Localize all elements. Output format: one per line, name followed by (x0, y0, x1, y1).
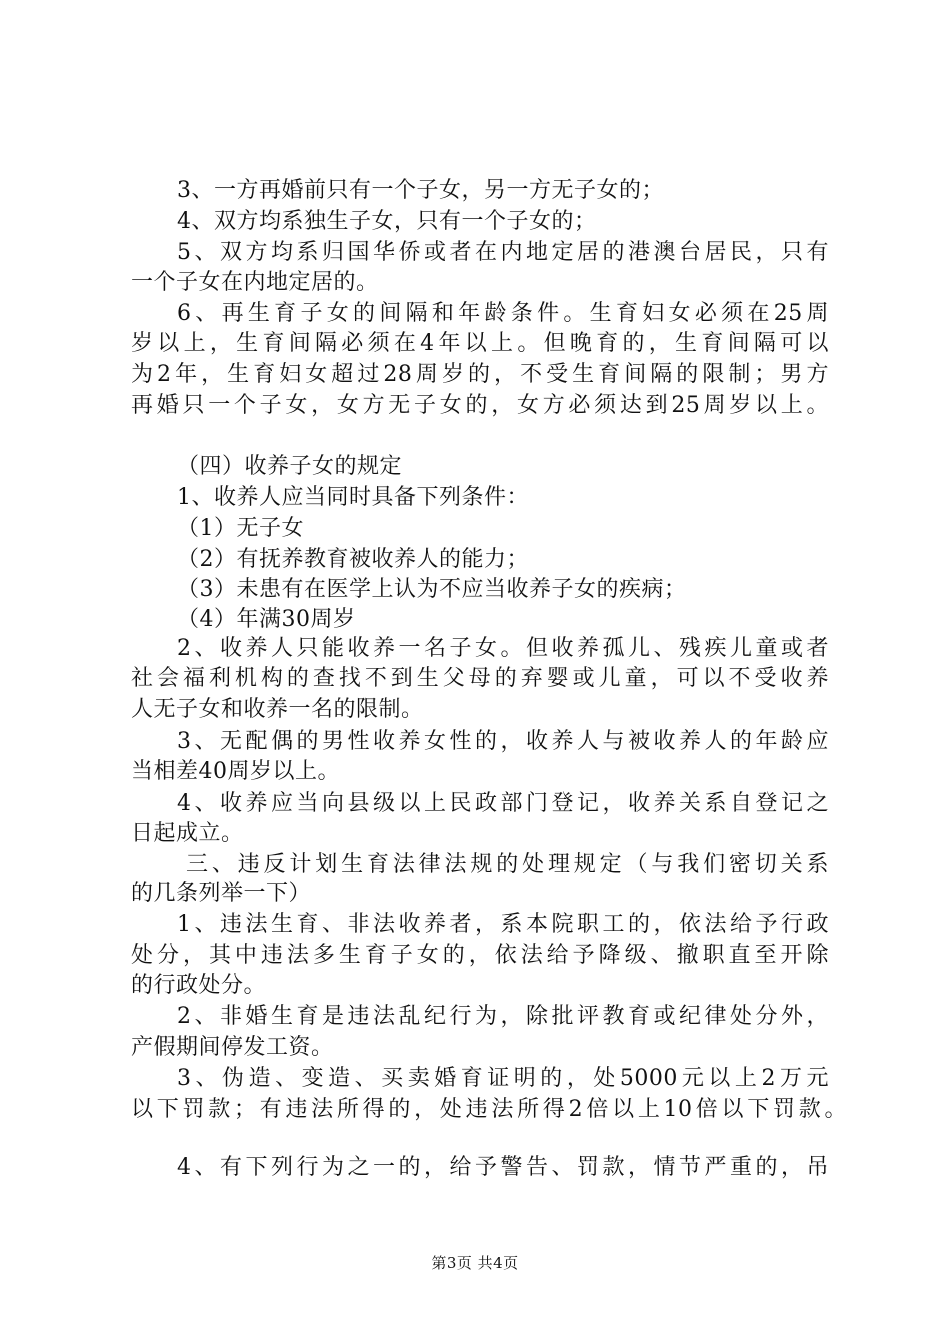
text-line: 为2年，生育妇女超过28周岁的，不受生育间隔的限制；男方 (131, 362, 829, 387)
text-line: 产假期间停发工资。 (131, 1035, 334, 1060)
text-line: 2、非婚生育是违法乱纪行为，除批评教育或纪律处分外， (177, 1004, 829, 1029)
text-line: 4、有下列行为之一的，给予警告、罚款，情节严重的，吊 (177, 1155, 829, 1180)
text-line: 人无子女和收养一名的限制。 (131, 697, 424, 722)
text-line: 3、无配偶的男性收养女性的，收养人与被收养人的年龄应 (177, 729, 829, 754)
text-line: 一个子女在内地定居的。 (131, 270, 379, 295)
text-line: 4、收养应当向县级以上民政部门登记，收养关系自登记之 (177, 791, 829, 816)
text-line: 6、再生育子女的间隔和年龄条件。生育妇女必须在25周 (177, 301, 829, 326)
text-line: 4、双方均系独生子女，只有一个子女的； (177, 209, 597, 234)
text-line: 社会福利机构的查找不到生父母的弃婴或儿童，可以不受收养 (131, 666, 829, 691)
text-line: （2）有抚养教育被收养人的能力； (177, 547, 529, 572)
section-heading: （四）收养子女的规定 (177, 454, 403, 479)
text-line: 3、一方再婚前只有一个子女，另一方无子女的； (177, 178, 664, 203)
text-line: 再婚只一个子女，女方无子女的，女方必须达到25周岁以上。 (131, 393, 829, 418)
section-heading: 三、违反计划生育法律法规的处理规定（与我们密切关系 (186, 852, 829, 877)
text-line: 5、双方均系归国华侨或者在内地定居的港澳台居民，只有 (177, 240, 829, 265)
text-line: 日起成立。 (131, 821, 244, 846)
page-footer: 第3页 共4页 (431, 1254, 519, 1272)
text-line: 3、伪造、变造、买卖婚育证明的，处5000元以上2万元 (177, 1066, 829, 1091)
text-line: 处分，其中违法多生育子女的，依法给予降级、撤职直至开除 (131, 943, 829, 968)
section-heading: 的几条列举一下） (131, 881, 312, 906)
text-line: 的行政处分。 (131, 973, 267, 998)
text-line: 当相差40周岁以上。 (131, 759, 340, 784)
text-line: 以下罚款；有违法所得的，处违法所得2倍以上10倍以下罚款。 (131, 1097, 847, 1122)
text-line: 2、收养人只能收养一名子女。但收养孤儿、残疾儿童或者 (177, 636, 829, 661)
text-line: 1、收养人应当同时具备下列条件： (177, 485, 529, 510)
text-line: （4）年满30周岁 (177, 607, 356, 632)
text-line: 1、违法生育、非法收养者，系本院职工的，依法给予行政 (177, 912, 829, 937)
text-line: 岁以上，生育间隔必须在4年以上。但晚育的，生育间隔可以 (131, 331, 829, 356)
text-line: （1）无子女 (177, 516, 304, 541)
text-line: （3）未患有在医学上认为不应当收养子女的疾病； (177, 577, 687, 602)
